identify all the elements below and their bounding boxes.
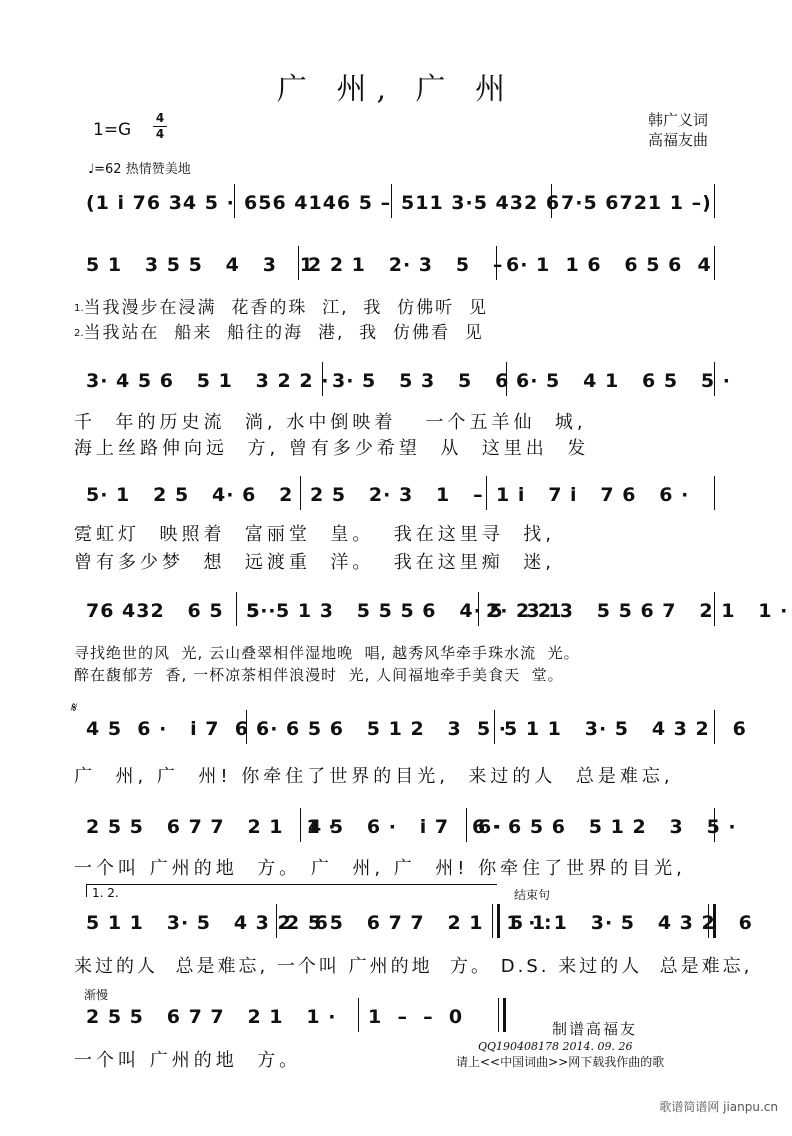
measure: (1 i 76 34 5 ·: [86, 192, 235, 214]
segno-icon: 𝄋: [70, 700, 77, 716]
slow-label: 渐慢: [84, 988, 109, 1002]
contact-info: QQ190408178 2014. 09. 26: [478, 1040, 633, 1053]
lyric-line-4a: 寻找绝世的风 光, 云山叠翠相伴湿地晚 唱, 越秀风华牵手珠水流 光。: [74, 644, 580, 662]
measure: 1 i 7 i 7 6 6 ·: [496, 484, 690, 506]
measure: 511 3·5 432 6: [401, 192, 561, 214]
staff-line-7: [86, 910, 753, 940]
volta-bracket: [86, 884, 497, 897]
key-signature: 1=G: [93, 120, 132, 140]
measure: 4 5 6 · i 7 6 ·: [86, 718, 265, 740]
staff-line-4: [86, 598, 789, 628]
staff-line-2: [86, 368, 731, 398]
volta-label: 1. 2.: [92, 886, 119, 900]
time-signature: [153, 112, 167, 141]
staff-line-1: [86, 252, 716, 282]
lyric-line-7: 来过的人 总是难忘, 一个叫 广州的地 方。 D.S. 来过的人 总是难忘,: [74, 956, 753, 977]
lyric-line-6: 一个叫 广州的地 方。 广 州, 广 州! 你牵住了世界的目光,: [74, 858, 686, 879]
measure: 5· 1 2 5 4· 6 2: [86, 484, 294, 506]
measure: 5 1 3 5 5 4 3 1: [86, 254, 314, 276]
measure: 3· 5 5 3 5 6 ·: [332, 370, 526, 392]
meter-top: 4: [155, 111, 165, 125]
ending-label: 结束句: [514, 888, 551, 902]
credits: [648, 110, 708, 150]
lyric-line-1a: 1.当我漫步在浸满 花香的珠 江, 我 仿佛听 见: [74, 298, 488, 318]
lyric-line-8: 一个叫 广州的地 方。: [74, 1050, 302, 1071]
measure: 2 5 5 6 7 7 2 1 1 ·: [86, 816, 337, 838]
song-title: 广 州, 广 州: [276, 72, 516, 107]
download-note: 请上<<中国词曲>>网下载我作曲的歌: [456, 1055, 665, 1069]
lyric-line-3a: 霓虹灯 映照着 富丽堂 皇。 我在这里寻 找,: [74, 524, 555, 545]
measure: 5 1 1 3· 5 4 3 2 6: [510, 912, 753, 934]
staff-line-6: [86, 814, 737, 844]
measure: 2 2 1 2· 3 5 –: [308, 254, 504, 276]
lyric-line-5: 广 州, 广 州! 你牵住了世界的目光, 来过的人 总是难忘,: [74, 766, 674, 787]
measure: 1 – – 0: [368, 1006, 464, 1028]
lyric-line-3b: 曾有多少梦 想 远渡重 洋。 我在这里痴 迷,: [74, 552, 555, 573]
site-watermark: 歌谱简谱网 jianpu.cn: [659, 1100, 778, 1114]
staff-intro: [86, 190, 716, 220]
measure: 5· 5 1 3 5 5 5 6 4· 5 3 1: [246, 600, 563, 622]
measure: 76 432 6 5 5 ·: [86, 600, 277, 622]
lyricist: 韩广义词: [647, 111, 708, 129]
measure: 7·5 6721 1 –): [561, 192, 712, 214]
measure: 2· 2 2 3 5 5 6 7 2 1 1 ·: [486, 600, 789, 622]
lyric-line-1b: 2.当我站在 船来 船往的海 港, 我 仿佛看 见: [74, 323, 484, 343]
measure: 6· 1 1 6 6 5 6 4: [506, 254, 712, 276]
measure: 2 5 5 6 7 7 2 1 1 · :: [286, 912, 553, 934]
measure: 6· 6 5 6 5 1 2 3 5 ·: [256, 718, 508, 740]
measure: 2 5 5 6 7 7 2 1 1 ·: [86, 1006, 337, 1028]
lyric-line-4b: 醉在馥郁芳 香, 一杯凉茶相伴浪漫时 光, 人间福地牵手美食天 堂。: [74, 666, 564, 684]
measure: 3· 4 5 6 5 1 3 2 2 ·: [86, 370, 330, 392]
measure: 6· 5 4 1 6 5 5 ·: [516, 370, 731, 392]
composer: 高福友曲: [647, 131, 708, 149]
measure: 6· 6 5 6 5 1 2 3 5 ·: [478, 816, 737, 838]
lyric-line-2a: 千 年的历史流 淌, 水中倒映着 一个五羊仙 城,: [74, 412, 587, 433]
arranger-credit: 制谱高福友: [552, 1020, 638, 1038]
staff-line-5: [86, 716, 747, 746]
staff-line-3: [86, 482, 716, 512]
tempo-marking: ♩=62 热情赞美地: [88, 162, 191, 177]
measure: 4 5 6 · i 7 6 ·: [308, 816, 503, 838]
measure: 5 1 1 3· 5 4 3 2 6: [504, 718, 747, 740]
measure: 5 1 1 3· 5 4 3 2 6: [86, 912, 329, 934]
meter-bottom: 4: [155, 127, 165, 141]
measure: 656 4146 5 –: [244, 192, 392, 214]
measure: 2 5 2· 3 1 –: [310, 484, 484, 506]
lyric-line-2b: 海上丝路伸向远 方, 曾有多少希望 从 这里出 发: [74, 438, 590, 459]
